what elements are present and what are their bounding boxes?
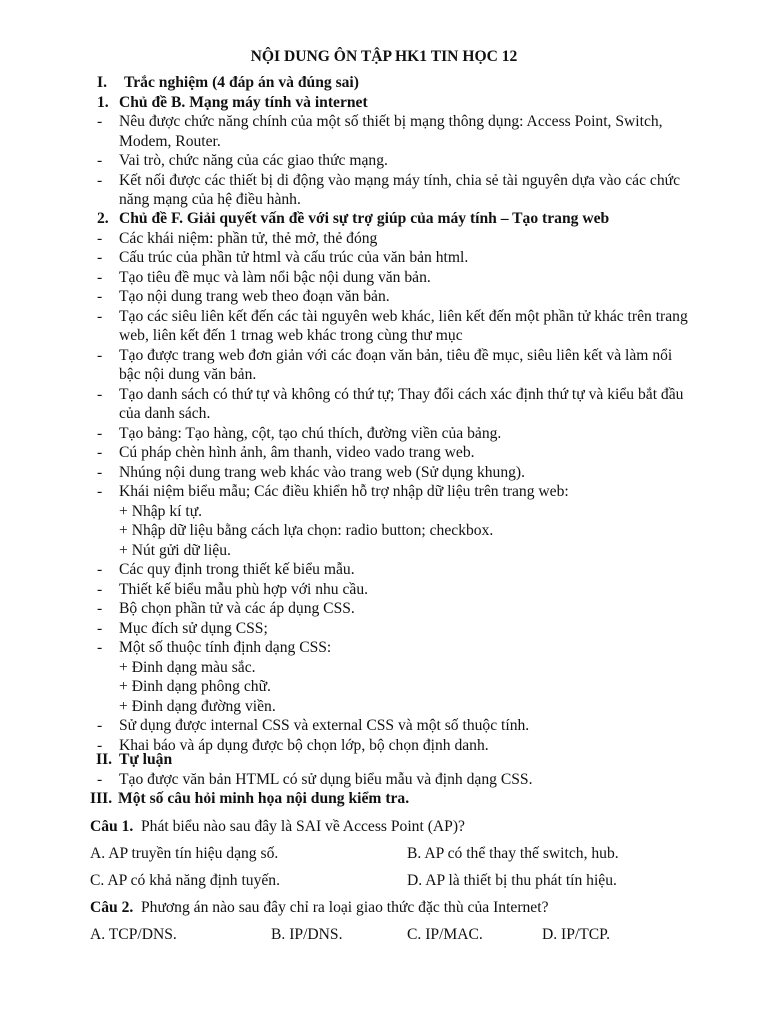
- bullet-dash: -: [97, 483, 103, 500]
- topic-1-item-text: Modem, Router.: [119, 132, 221, 150]
- topic-1-title: Chủ đề B. Mạng máy tính và internet: [119, 94, 368, 111]
- question-1-label: Câu 1.: [90, 818, 134, 835]
- bullet-dash: -: [97, 639, 103, 656]
- topic-1-item-text: Nêu được chức năng chính của một số thiết bị mạng thông dụng: Access Point, Switch,: [119, 113, 663, 130]
- question-1-option-d: D. AP là thiết bị thu phát tín hiệu.: [407, 872, 617, 889]
- bullet-dash: -: [97, 717, 103, 734]
- question-2-option-d: D. IP/TCP.: [542, 926, 611, 943]
- topic-2-item-text: Tạo nội dung trang web theo đoạn văn bản.: [119, 288, 390, 305]
- bullet-dash: -: [97, 152, 103, 169]
- bullet-dash: -: [97, 600, 103, 617]
- question-1-option-c: C. AP có khả năng định tuyến.: [90, 872, 280, 889]
- topic-1-item-text: Kết nối được các thiết bị di động vào mạng máy tính, chia sẻ tài nguyên dựa vào các chức: [119, 171, 681, 189]
- topic-2-item-text: Nhúng nội dung trang web khác vào trang web (Sử dụng khung).: [119, 463, 526, 481]
- bullet-dash: -: [97, 580, 103, 598]
- topic-2-item-text: bậc nội dung văn bản.: [119, 366, 257, 383]
- topic-2-item-text: Tạo được trang web đơn giản với các đoạn văn bản, tiêu đề mục, siêu liên kết và làm nổi: [119, 346, 673, 364]
- section-2-marker: II.: [96, 751, 113, 768]
- question-1-option-b: B. AP có thể thay thế switch, hub.: [407, 845, 619, 862]
- bullet-dash: -: [97, 463, 103, 481]
- question-1-option-a: A. AP truyền tín hiệu dạng số.: [90, 845, 279, 862]
- section-2-item-text: Tạo được văn bản HTML có sử dụng biểu mẫu và định dạng CSS.: [119, 771, 533, 788]
- topic-2-item-text: Thiết kế biểu mẫu phù hợp với nhu cầu.: [119, 580, 369, 598]
- topic-2-item-text: web, liên kết đến 1 trnag web khác trong cùng thư mục: [119, 327, 463, 344]
- topic-1-item-text: Vai trò, chức năng của các giao thức mạng.: [119, 152, 388, 169]
- topic-2-item-text: + Nút gửi dữ liệu.: [119, 541, 231, 559]
- topic-2-item-text: Khai báo và áp dụng được bộ chọn lớp, bộ chọn định danh.: [119, 736, 489, 754]
- bullet-dash: -: [97, 346, 103, 364]
- topic-2-item-text: Sử dụng được internal CSS và external CSS và một số thuộc tính.: [119, 717, 530, 734]
- topic-2-marker: 2.: [97, 210, 109, 227]
- topic-2-item-text: Tạo tiêu đề mục và làm nổi bậc nội dung văn bản.: [119, 268, 431, 286]
- topic-2-item-text: Các quy định trong thiết kế biểu mẫu.: [119, 561, 355, 578]
- section-3-title: Một số câu hỏi minh họa nội dung kiểm tra.: [118, 790, 410, 807]
- bullet-dash: -: [97, 249, 103, 266]
- question-1-text: Phát biểu nào sau đây là SAI về Access Point (AP)?: [141, 818, 465, 835]
- bullet-dash: -: [97, 113, 103, 130]
- question-2-option-a: A. TCP/DNS.: [90, 926, 177, 943]
- topic-2-item-text: + Đinh dạng phông chữ.: [119, 678, 271, 695]
- topic-1-item-text: năng mạng của hệ điều hành.: [119, 191, 301, 208]
- bullet-dash: -: [97, 385, 103, 403]
- bullet-dash: -: [97, 444, 103, 461]
- topic-2-item-text: Cấu trúc của phần tử html và cấu trúc của văn bản html.: [119, 249, 469, 266]
- question-2-option-c: C. IP/MAC.: [407, 926, 483, 943]
- bullet-dash: -: [97, 771, 103, 788]
- bullet-dash: -: [97, 561, 103, 578]
- section-2-title: Tự luận: [119, 751, 173, 768]
- section-1-marker: I.: [97, 74, 107, 91]
- topic-2-item-text: Tạo danh sách có thứ tự và không có thứ tự; Thay đổi cách xác định thứ tự và kiểu bắt đầu: [119, 385, 684, 403]
- topic-2-item-text: Các khái niệm: phần tử, thẻ mở, thẻ đóng: [119, 229, 378, 247]
- topic-2-item-text: Một số thuộc tính định dạng CSS:: [119, 639, 332, 656]
- bullet-dash: -: [97, 424, 103, 442]
- topic-2-title: Chủ đề F. Giải quyết vấn đề với sự trợ giúp của máy tính – Tạo trang web: [119, 210, 610, 227]
- topic-2-item-text: Tạo các siêu liên kết đến các tài nguyên web khác, liên kết đến một phần tử khác trên trang: [119, 307, 688, 325]
- section-1-title: Trắc nghiệm (4 đáp án và đúng sai): [124, 74, 359, 91]
- section-3-marker: III.: [90, 790, 113, 807]
- bullet-dash: -: [97, 736, 103, 754]
- bullet-dash: -: [97, 307, 103, 325]
- topic-2-item-text: + Nhập dữ liệu bằng cách lựa chọn: radio button; checkbox.: [119, 522, 494, 539]
- bullet-dash: -: [97, 268, 103, 286]
- topic-2-item-text: + Nhập kí tự.: [119, 502, 203, 520]
- topic-2-item-text: Khái niệm biểu mẫu; Các điều khiển hỗ trợ nhập dữ liệu trên trang web:: [119, 483, 569, 500]
- bullet-dash: -: [97, 229, 103, 247]
- topic-2-item-text: Mục đích sử dụng CSS;: [119, 619, 268, 637]
- topic-2-item-text: Cú pháp chèn hình ảnh, âm thanh, video vado trang web.: [119, 444, 475, 461]
- question-2-option-b: B. IP/DNS.: [271, 926, 343, 943]
- document-title: NỘI DUNG ÔN TẬP HK1 TIN HỌC 12: [250, 48, 518, 65]
- topic-2-item-text: của danh sách.: [119, 405, 211, 422]
- question-2-text: Phương án nào sau đây chỉ ra loại giao thức đặc thù của Internet?: [141, 899, 549, 916]
- topic-2-item-text: Bộ chọn phần tử và các áp dụng CSS.: [119, 600, 355, 617]
- bullet-dash: -: [97, 619, 103, 637]
- topic-2-item-text: Tạo bảng: Tạo hàng, cột, tạo chú thích, đường viền của bảng.: [119, 424, 502, 442]
- question-2-label: Câu 2.: [90, 899, 134, 916]
- bullet-dash: -: [97, 171, 103, 189]
- bullet-dash: -: [97, 288, 103, 305]
- topic-2-item-text: + Đinh dạng đường viền.: [119, 697, 276, 715]
- topic-2-item-text: + Đinh dạng màu sắc.: [119, 658, 256, 676]
- topic-1-marker: 1.: [97, 94, 109, 111]
